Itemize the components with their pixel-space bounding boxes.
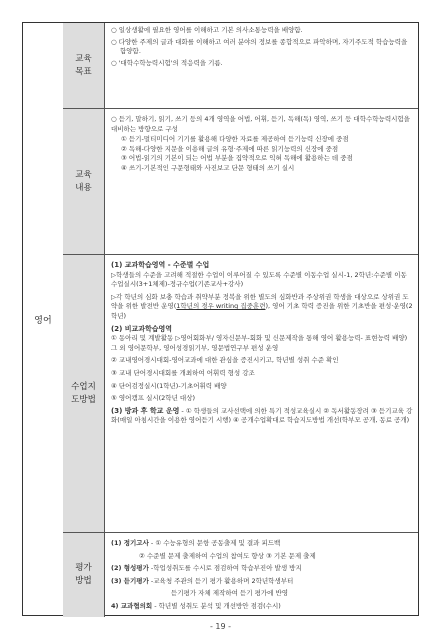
- content-item: ④ 쓰기-기본적인 구문형태와 사진보고 단문 형태의 쓰기 실시: [121, 163, 295, 172]
- eval-item-1-text: - ① 수능유형의 문항 공동출제 및 결과 피드백: [148, 539, 281, 547]
- eval-item-1-cont: ② 수준별 문제 출제하여 수업의 참여도 향상 ③ 기본 문제 출제: [139, 551, 316, 560]
- method-s3: [111, 407, 413, 426]
- page-number: - 19 -: [209, 622, 232, 631]
- curriculum-table: [22, 22, 419, 616]
- goal-item: ○ 다양한 주제의 글과 대화를 이해하고 여러 분야의 정보를 종합적으로 파악하며, 자기주도적 학습능력을 함양함.: [111, 37, 408, 56]
- method-s2-item: ④ 단어검정실시(1학년)-기초어휘력 배양: [111, 381, 227, 390]
- eval-section: [63, 533, 418, 617]
- content-label-cell: [63, 109, 105, 254]
- method-s1-p2-text-end: ), 영어 기초 학력 증진을 위한 기초반을 편성·운영(2학년): [111, 302, 413, 320]
- method-s1-p2-underline: 1학년의 경우 writing 집중훈련: [176, 302, 266, 311]
- method-s2-item: ② 교내영어경시대회-영어교과에 대한 관심을 증진시키고, 학년별 성취 수준 확인: [111, 356, 339, 365]
- eval-item-1-head: (1) 정기고사: [111, 539, 149, 547]
- content-item: ① 듣기-멀티미디어 기기를 활용해 다양한 자료를 제공하여 듣기능력 신장에 중점: [121, 135, 349, 144]
- goals-body: [104, 23, 418, 108]
- eval-item-4: [111, 600, 413, 613]
- method-s2-title: (2) 비교과학습영역: [111, 324, 173, 333]
- eval-item-3-cont: 듣기평가 자체 제작하여 듣기 평가에 반영: [171, 589, 289, 597]
- eval-item-3-text: -교육청 주관의 듣기 평가 활용하며 2학년학생부터: [148, 576, 294, 585]
- subject-cell: [23, 23, 64, 615]
- content-item: ② 독해-다양한 지문을 이용해 글의 유형·주제에 따른 읽기능력의 신장에 중점: [121, 144, 339, 153]
- content-body: [104, 109, 418, 254]
- method-s1-title: (1) 교과학습영역 - 수준별 수업: [111, 261, 210, 269]
- content-item: ③ 어법-읽기의 기본이 되는 어법 부분을 집약적으로 익혀 독해에 활용하는 데 중점: [121, 154, 353, 163]
- content-label: 교육내용: [75, 169, 92, 193]
- method-s2-item: ⑤ 영어캠프 실시(2학년 대상): [111, 394, 196, 403]
- eval-item-2-text: -학업성취도를 수시로 점검하여 학습부진아 발생 방지: [148, 564, 302, 572]
- content-section: [63, 109, 418, 255]
- goals-section: [63, 23, 418, 109]
- goals-label: 교육목표: [75, 53, 92, 77]
- eval-label-cell: [63, 533, 105, 617]
- method-body: [104, 255, 418, 532]
- eval-item-4-head: 4) 교과협의회: [111, 601, 153, 610]
- method-s3-title: (3) 방과 후 학교 운영: [111, 406, 180, 415]
- method-label: 수업지도방법: [71, 381, 96, 405]
- goal-item: ○ 일상생활에 필요한 영어를 이해하고 기본 의사소통능력을 배양함.: [111, 26, 303, 34]
- method-section: [63, 255, 418, 533]
- method-s2-item: ③ 교내 단어경시대회를 개최하여 어휘력 형성 강조: [111, 368, 255, 377]
- eval-item-1: [111, 537, 413, 550]
- method-s1-p1: ▷학생들의 수준을 고려해 적절한 수업이 이루어질 수 있도록 수준별 이동수업 실시-1, 2학년:수준별 이동수업실시(3+1체제)-정규수업(기존교사+강사): [111, 270, 407, 289]
- method-label-cell: [63, 255, 105, 532]
- eval-body: [104, 533, 418, 617]
- eval-item-3-head: (3) 듣기평가: [111, 576, 149, 585]
- content-lead: ○ 듣기, 말하기, 읽기, 쓰기 등의 4개 영역을 어법, 어휘, 듣기, 독해(독) 영역, 쓰기 등 대학수학능력시험을 대비하는 방향으로 구성: [111, 115, 410, 133]
- method-s3-text: - ① 학생들의 교사선택에 의한 특기 적성교육실시 ② 독서활동장려 ③ 듣기교육 강화(매일 아침시간을 이용한 영어듣기 시행) ④ 공개수업확대로 학습지도방법 개선(학부모 공개, 동료 공개): [111, 406, 413, 425]
- method-s2-item: ① 동아리 및 계발활동 ▷영어회화부/ 영자신문부-회화 및 신문제작을 통해 영어 활용능력- 표현능력 배양) 그 외 영어문학부, 영어성경읽기부, 영문법연구부 편성 운영: [111, 334, 408, 352]
- eval-item-2: [111, 562, 413, 575]
- method-s1-p2-text: ▷각 학년의 심화 보충 학습과 취약부분 정복을 위한 별도의 심화반과 주상위권 학생을 대상으로 상위권 도약을 위한 발전반 운영(: [111, 292, 409, 311]
- goals-label-cell: [63, 23, 105, 108]
- eval-item-3: [111, 575, 413, 588]
- eval-item-4-text: - 학년별 성취도 분석 및 개선방안 점검(수시): [152, 601, 281, 610]
- eval-label: 평가방법: [75, 563, 92, 586]
- subject-label: 영어: [34, 315, 52, 326]
- method-s1-p2: [111, 293, 413, 322]
- goal-item: ○ '대학수학능력시험'의 적응력을 기름.: [111, 58, 223, 67]
- eval-item-2-head: (2) 형성평가: [111, 564, 149, 572]
